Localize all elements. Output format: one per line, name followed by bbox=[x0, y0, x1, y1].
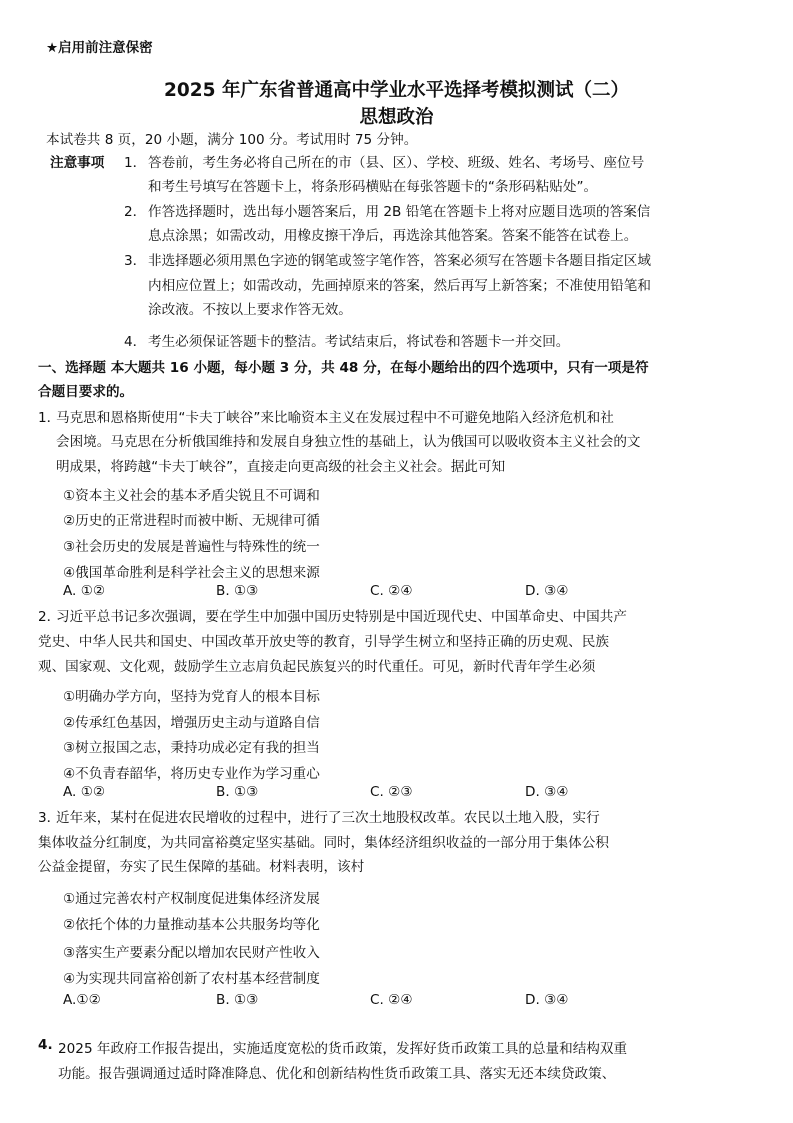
question-1-option-b: B. ①③ bbox=[216, 583, 259, 599]
question-1-option-c: C. ②④ bbox=[370, 583, 413, 599]
exam-title: 2025 年广东省普通高中学业水平选择考模拟测试（二） bbox=[164, 80, 629, 101]
question-1-statement: ②历史的正常进程时而被中断、无规律可循 bbox=[63, 513, 320, 529]
question-3-option-a: A.①② bbox=[63, 992, 101, 1008]
question-2-statement: ③树立报国之志，秉持功成必定有我的担当 bbox=[63, 740, 320, 756]
notice-line: 涂改液。不按以上要求作答无效。 bbox=[148, 302, 352, 318]
section-heading: 一、选择题 本大题共 16 小题，每小题 3 分，共 48 分，在每小题给出的四个选项中，只有一项是符 bbox=[38, 360, 649, 376]
question-3-statement: ③落实生产要素分配以增加农民财产性收入 bbox=[63, 945, 320, 961]
question-2-number: 2． bbox=[38, 609, 61, 625]
question-1-stem: 马克思和恩格斯使用“卡夫丁峡谷”来比喻资本主义在发展过程中不可避免地陷入经济危机和社 bbox=[56, 410, 614, 426]
question-2-statement: ④不负青春韶华，将历史专业作为学习重心 bbox=[63, 766, 320, 782]
notice-line: 作答选择题时，选出每小题答案后，用 2B 铅笔在答题卡上将对应题目选项的答案信 bbox=[148, 204, 651, 220]
question-1-statement: ④俄国革命胜利是科学社会主义的思想来源 bbox=[63, 565, 320, 581]
notice-num-1: 1． bbox=[124, 155, 147, 171]
exam-intro: 本试卷共 8 页，20 小题，满分 100 分。考试用时 75 分钟。 bbox=[46, 132, 418, 148]
question-2-stem: 党史、中华人民共和国史、中国改革开放史等的教育，引导学生树立和坚持正确的历史观、民族 bbox=[38, 634, 609, 650]
question-3-statement: ①通过完善农村产权制度促进集体经济发展 bbox=[63, 891, 320, 907]
notice-line: 非选择题必须用黑色字迹的钢笔或签字笔作答，答案必须写在答题卡各题目指定区域 bbox=[148, 253, 651, 269]
question-3-stem: 近年来，某村在促进农民增收的过程中，进行了三次土地股权改革。农民以土地入股，实行 bbox=[56, 810, 600, 826]
question-2-option-d: D. ③④ bbox=[525, 784, 569, 800]
notice-line: 内相应位置上；如需改动，先画掉原来的答案，然后再写上新答案；不准使用铅笔和 bbox=[148, 278, 651, 294]
subject-title: 思想政治 bbox=[359, 107, 434, 128]
question-3-number: 3． bbox=[38, 810, 61, 826]
question-4-stem: 功能。报告强调通过适时降准降息、优化和创新结构性货币政策工具、落实无还本续贷政策、 bbox=[58, 1066, 616, 1082]
question-2-statement: ②传承红色基因，增强历史主动与道路自信 bbox=[63, 715, 320, 731]
question-3-option-c: C. ②④ bbox=[370, 992, 413, 1008]
question-2-option-a: A. ①② bbox=[63, 784, 106, 800]
question-4-stem: 2025 年政府工作报告提出，实施适度宽松的货币政策，发挥好货币政策工具的总量和结构双重 bbox=[58, 1041, 628, 1057]
question-2-stem: 习近平总书记多次强调，要在学生中加强中国历史特别是中国近现代史、中国革命史、中国共产 bbox=[56, 609, 627, 625]
confidential-mark: ★启用前注意保密 bbox=[46, 40, 153, 56]
question-2-option-c: C. ②③ bbox=[370, 784, 413, 800]
question-3-option-d: D. ③④ bbox=[525, 992, 569, 1008]
section-heading: 合题目要求的。 bbox=[38, 384, 134, 400]
question-3-statement: ②依托个体的力量推动基本公共服务均等化 bbox=[63, 917, 320, 933]
question-1-statement: ①资本主义社会的基本矛盾尖锐且不可调和 bbox=[63, 488, 320, 504]
notice-label: 注意事项 bbox=[50, 155, 105, 171]
question-4-number: 4. bbox=[38, 1037, 53, 1053]
notice-line: 考生必须保证答题卡的整洁。考试结束后，将试卷和答题卡一并交回。 bbox=[148, 334, 570, 350]
question-1-option-a: A. ①② bbox=[63, 583, 106, 599]
question-1-statement: ③社会历史的发展是普遍性与特殊性的统一 bbox=[63, 539, 320, 555]
question-2-option-b: B. ①③ bbox=[216, 784, 259, 800]
notice-line: 和考生号填写在答题卡上，将条形码横贴在每张答题卡的“条形码粘贴处”。 bbox=[148, 179, 598, 195]
notice-num-4: 4． bbox=[124, 334, 147, 350]
question-1-number: 1． bbox=[38, 410, 61, 426]
notice-line: 答卷前，考生务必将自己所在的市（县、区）、学校、班级、姓名、考场号、座位号 bbox=[148, 155, 645, 171]
notice-num-2: 2． bbox=[124, 204, 147, 220]
question-2-statement: ①明确办学方向，坚持为党育人的根本目标 bbox=[63, 689, 320, 705]
notice-num-3: 3． bbox=[124, 253, 147, 269]
question-1-stem: 会困境。马克思在分析俄国维持和发展自身独立性的基础上，认为俄国可以吸收资本主义社会的文 bbox=[56, 434, 641, 450]
question-1-option-d: D. ③④ bbox=[525, 583, 569, 599]
question-3-option-b: B. ①③ bbox=[216, 992, 259, 1008]
notice-line: 息点涂黑；如需改动，用橡皮擦干净后，再选涂其他答案。答案不能答在试卷上。 bbox=[148, 228, 638, 244]
question-1-stem: 明成果，将跨越“卡夫丁峡谷”，直接走向更高级的社会主义社会。据此可知 bbox=[56, 459, 506, 475]
question-2-stem: 观、国家观、文化观，鼓励学生立志肩负起民族复兴的时代重任。可见，新时代青年学生必须 bbox=[38, 659, 596, 675]
question-3-stem: 集体收益分红制度，为共同富裕奠定坚实基础。同时，集体经济组织收益的一部分用于集体公积 bbox=[38, 835, 609, 851]
question-3-stem: 公益金提留，夯实了民生保障的基础。材料表明，该村 bbox=[38, 859, 365, 875]
question-3-statement: ④为实现共同富裕创新了农村基本经营制度 bbox=[63, 971, 320, 987]
